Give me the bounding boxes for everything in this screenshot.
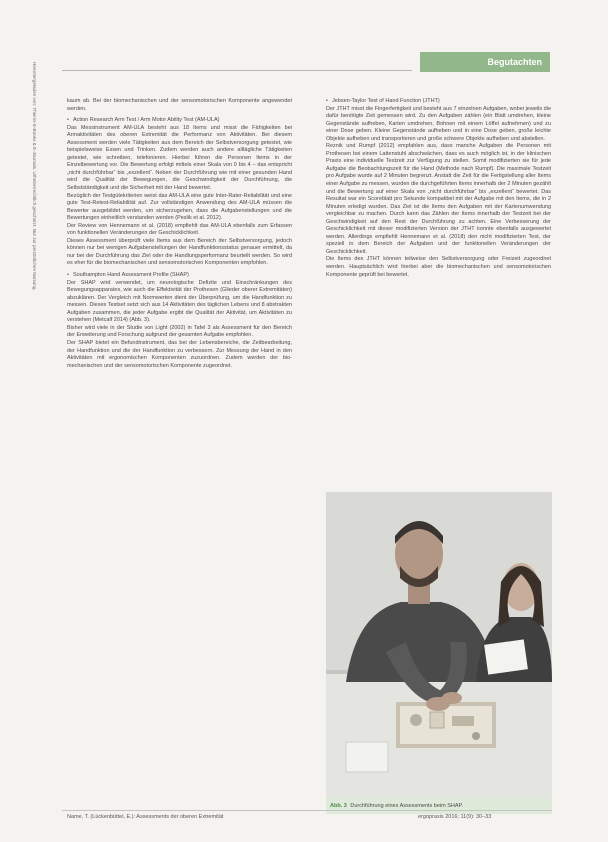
photo — [326, 492, 552, 798]
section-heading-am-ula: ▪ Action Research Arm Test / Arm Motor Ability Test (AM-ULA) — [67, 117, 292, 125]
header-rule — [62, 70, 412, 71]
footer-rule — [62, 810, 552, 811]
intro-text: kaum ab. Bei der biomechanischen und der sensomotorischen Komponente angewendet werden. — [67, 98, 292, 112]
section-heading-shap: ▪ Southampton Hand Assessment Profile (SHAP) — [67, 272, 292, 280]
paragraph: Der JTHT misst die Fingerfertigkeit und besteht aus 7 einzelnen Aufgaben, wobei jeweils die dafür benötigte Zeit gemessen wird. Zu den Aufgaben zählen (ein Blatt umdrehen, kleine Gegenstände aufheben, Karten umdrehen, Bohnen mit einem Löffel aufnehmen) und zu einer Dose geben. Kleine Gegenstände aufheben und in eine Dose geben, große leichte Objekte aufheben und transportieren und große schwere Objekte aufheben und abstellen. — [326, 105, 551, 142]
footer-citation: ergopraxis 2016; 11(9): 30–33 — [418, 814, 492, 820]
paragraph: Der SHAP wird verwendet, um neurologische Defizite und Einschränkungen des Bewegungsapparates, wie auch die Effektivität der Prothesen (Glieder oberer Extremitäten) abzuklären. Der Vergleich mit Normwerten dient der Überprüfung, um die Handfunktion zu messen. Dieses Testset setzt sich aus 14 Aktivitäten des täglichen Lebens und 8 abstrakten Aufgaben zusammen, die jeder Aufgabe ergibt die Qualität der Aktivität, um Aktivitäten zu verstehen (Metcalf 2014) (Abb. 3). — [67, 279, 292, 324]
paragraph: Reznik und Rumpf (2012) empfahlen aus, dass manche Aufgaben die Personen mit Prothesen bei einem Lattenstuhl abschwächen, dass es auch möglich ist, in der klinischen Praxis eine individuelle Testzeit zur Verfügung zu stellen. Somit modifizierten sie für jede Aufgabe die Beobachtungszeit für die Hand (Methode nach Rumpf). Die maximale Testzeit pro Aufgabe wurde auf 2 Minuten begrenzt. Anstatt die Zeit für die Fertigstellung aller Items einer Aufgabe zu messen, wurden die durchgeführten Items innerhalb der 2 Minuten gezählt und die Bewertung auf einer Skala von „nicht durchführbar“ bis „exzellent“ bewertet. Das Resultat war ein Scoreblatt pro Sekunde kompatibel mit der Aufgabe mit den Items, die in 2 Minuten erledigt wurden. Das Ziel ist die Items den Aufgaben mit der Kartenumwendung vergleichbar zu machen. Durch kann das Zählen der Items innerhalb der Testzeit bei der Geschwindigkeit auf den Rest der Durchführung zu achten. Eine Verbesserung der Geschicklichkeit mit dieser modifizierten Version der JTHT konnte ebenfalls ausgewertet werden. Allerdings empfiehlt Hennemann et al. (2018) den nicht modifizierten Test, der speziell in dem Bereich der Aufgaben und der funktionellen Veränderungen der Geschicklichkeit. — [326, 143, 551, 255]
side-note-text: Heruntergeladen von: Thieme E-Books & E-Journals. Urheberrechtlich geschützt. Nur zur persönlichen Nutzung. — [32, 62, 37, 291]
left-column — [67, 98, 292, 370]
paragraph: Das Messinstrument AM-ULA besteht aus 18 Items und misst die Fähigkeiten bei Armaktivitäten des oberen Extremität die Performanz von Aktivitäten. Bei diesem Assessment werden viele Tätigkeiten aus dem Bereich der Selbstversorgung getestet, wie beispielsweise Essen und Trinken. Zudem werden auch andere alltägliche Tätigkeiten getestet, wie schreiben, telefonieren. Hierbei führen die Personen Items in der Einzelbewertung vor. Die Bewertung erfolgt mittels einer Skala von 0 bis 4 – das entspricht „nicht durchführbar“ bis „exzellent“. Neben der Durchführung wie mit einer gesunden Hand wird die Qualität der Bewegungen, die Geschwindigkeit der Durchführung, die Selbstständigkeit und die Sicherheit mit der Hand bewertet. — [67, 124, 292, 192]
paragraph: Dieses Assessment überprüft viele Items aus dem Bereich der Selbstversorgung, jedoch können nur bei wenigen Aufgabenstellungen der Handfunktionsstatus genauer ermittelt, da nur bei der Durchführung das Ziel oder die Handlungsperformanz beurteilt werden. So wird es eher für die biomechanischen und sensomotorischen Komponenten empfohlen. — [67, 237, 292, 267]
figure-caption-label: Abb. 3 — [330, 803, 347, 809]
paragraph: Der Review von Hennemann et al. (2018) empfiehlt das AM-ULA ebenfalls zum Erfassen von funktionellen Veränderungen der Geschicklichkeit. — [67, 222, 292, 237]
section-heading-jtht: ▪ Jebsen-Taylor Test of Hand Function (JTHT) — [326, 98, 551, 106]
paragraph: Der SHAP bietet ein Befundinstrument, das bei der Lebensbereiche, die Zeitbearbeitung, der Handfunktion und die der Handfunktion zu verbessern. Zur Messung der Hand in den Aktivitäten mit ergonomischen Komponenten zuzuordnen. Zudem werden der bio-mechanischen und der sensomotorischen Komponente zugeordnet. — [67, 339, 292, 369]
side-note — [30, 62, 40, 782]
footer-author: Name, T. (Lückenbüttel, E.): Assessments der oberen Extremität — [67, 814, 224, 820]
figure-caption-text: Durchführung eines Assessments beim SHAP. — [350, 803, 464, 809]
right-column — [326, 98, 551, 279]
figure-caption — [326, 798, 552, 814]
paragraph: Bisher wird viele in der Studie von Light (2002) in Tafel 3 als Assessment für den Bereich der Erweiterung und Forschung aufgrund der gesamten Aufgabe empfohlen. — [67, 324, 292, 339]
photo-illustration — [326, 492, 552, 798]
figure-shap — [326, 492, 552, 814]
paragraph: Bezüglich der Testgütekriterien weist das AM-ULA eine gute Inter-Rater-Reliabilität und eine gute Test-Retest-Reliabilität auf. Zur vollständigen Anwendung des AM-ULA müssen die Bewerter ausgebildet werden, um sicherzugehen, dass die Aufgabenstellungen und die Bewertungen einheitlich verstanden werden (Peslik et al. 2012). — [67, 192, 292, 222]
paragraph: Die Items des JTHT können teilweise den Selbstversorgung oder Freizeit zugeordnet werden. Hauptsächlich wird hierbei aber die biomechanischen und sensomotorischen Komponente geprüft bei bewertet. — [326, 256, 551, 278]
category-tab: Begutachten — [420, 52, 550, 72]
